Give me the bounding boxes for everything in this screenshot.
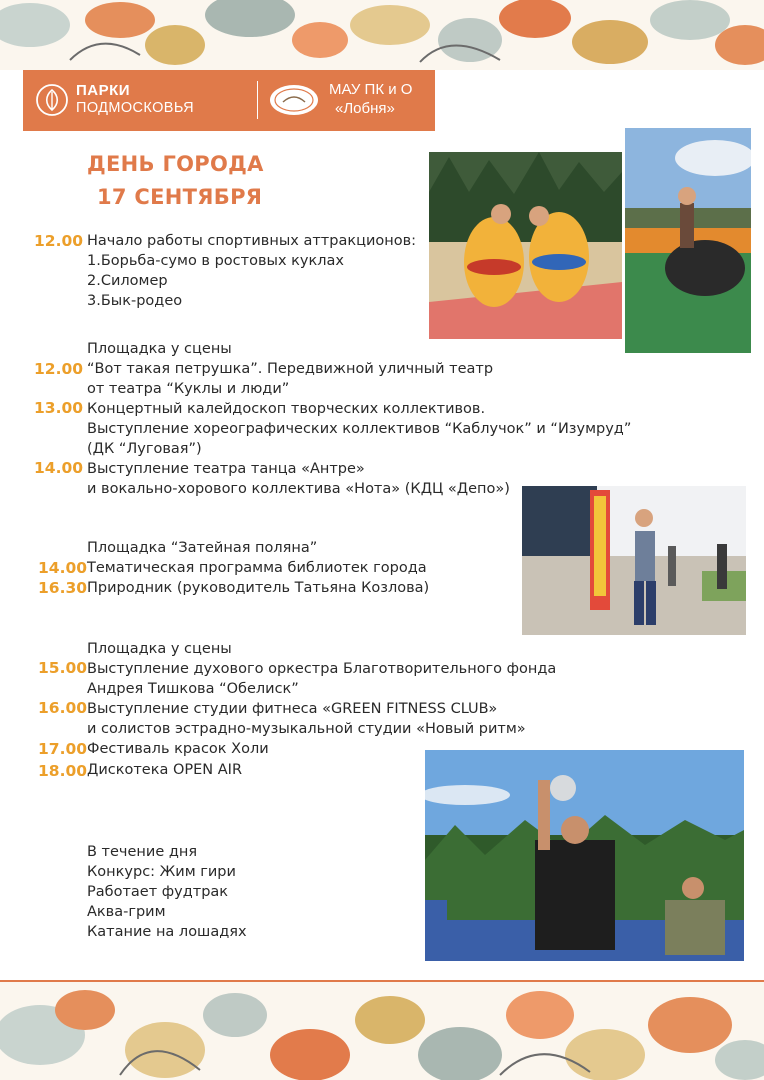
leaf-logo-icon (36, 84, 68, 116)
schedule-line: Начало работы спортивных аттракционов: (87, 233, 417, 249)
schedule-line: и солистов эстрадно-музыкальной студии «Новый ритм» (87, 721, 526, 737)
schedule-line: Андрея Тишкова “Обелиск” (87, 681, 299, 697)
time-label: 14.00 (34, 459, 84, 477)
time-label: 18.00 (38, 762, 88, 780)
section-heading: Площадка у сцены (87, 641, 232, 657)
photo-strength-tester (522, 486, 746, 635)
schedule-line: от театра “Куклы и люди” (87, 381, 290, 397)
section-heading: Площадка “Затейная поляна” (87, 540, 318, 556)
photo-kettlebell-lift (425, 750, 744, 961)
organization-name: МАУ ПК и О (329, 81, 413, 98)
header-divider (257, 81, 258, 119)
photo-bull-rodeo (625, 128, 751, 353)
schedule-line: (ДК “Луговая”) (87, 441, 202, 457)
floral-border-top (0, 0, 764, 70)
schedule-line: Природник (руководитель Татьяна Козлова) (87, 580, 430, 596)
schedule-line: Тематическая программа библиотек города (87, 560, 427, 576)
time-label: 15.00 (38, 659, 88, 677)
time-label: 13.00 (34, 399, 84, 417)
section-heading: В течение дня (87, 844, 198, 860)
schedule-line: Аква-грим (87, 904, 166, 920)
organization-city: «Лобня» (335, 100, 395, 117)
schedule-line: Конкурс: Жим гири (87, 864, 236, 880)
time-label: 12.00 (34, 232, 84, 250)
time-label: 14.00 (38, 559, 88, 577)
schedule-line: Фестиваль красок Холи (87, 741, 269, 757)
schedule-line: Дискотека OPEN AIR (87, 762, 243, 778)
schedule-line: и вокально-хорового коллектива «Нота» (КДЦ «Депо») (87, 481, 510, 497)
page-date: 17 СЕНТЯБРЯ (97, 185, 263, 209)
organization-logo-icon (269, 84, 319, 116)
schedule-line: 3.Бык-родео (87, 293, 183, 309)
header-bar (23, 70, 435, 131)
time-label: 17.00 (38, 740, 88, 758)
schedule-line: “Вот такая петрушка”. Передвижной уличный театр (87, 361, 494, 377)
schedule-line: 2.Силомер (87, 273, 168, 289)
schedule-line: Выступление духового оркестра Благотворительного фонда (87, 661, 557, 677)
time-label: 16.00 (38, 699, 88, 717)
time-label: 12.00 (34, 360, 84, 378)
brand-subname: ПОДМОСКОВЬЯ (76, 100, 194, 116)
photo-sumo-wrestling (429, 152, 622, 339)
brand-name: ПАРКИ (76, 82, 131, 99)
time-label: 16.30 (38, 579, 88, 597)
floral-border-bottom (0, 980, 764, 1080)
page-title: ДЕНЬ ГОРОДА (87, 152, 264, 176)
schedule-line: Выступление театра танца «Антре» (87, 461, 365, 477)
schedule-line: Выступление студии фитнеса «GREEN FITNESS CLUB» (87, 701, 498, 717)
schedule-line: Работает фудтрак (87, 884, 229, 900)
section-heading: Площадка у сцены (87, 341, 232, 357)
schedule-line: Выступление хореографических коллективов “Каблучок” и “Изумруд” (87, 421, 632, 437)
schedule-line: 1.Борьба-сумо в ростовых куклах (87, 253, 344, 269)
schedule-line: Катание на лошадях (87, 924, 247, 940)
schedule-line: Концертный калейдоскоп творческих коллективов. (87, 401, 486, 417)
